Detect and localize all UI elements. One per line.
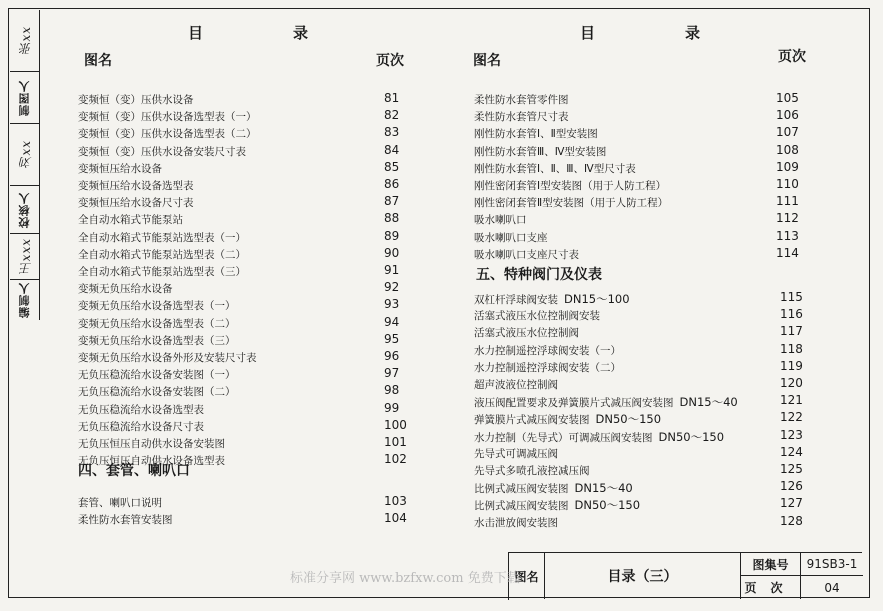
toc-entry-dn: DN15～100 bbox=[564, 292, 630, 306]
toc-entry-page: 122 bbox=[780, 410, 803, 425]
section-5-title: 五、特种阀门及仪表 bbox=[476, 267, 602, 283]
toc-entry-name bbox=[474, 109, 569, 124]
page-number-label: 页次 bbox=[741, 576, 801, 599]
toc-entry-page: 124 bbox=[780, 444, 803, 459]
toc-entry-title: 刚性防水套管Ⅰ、Ⅱ、Ⅲ、Ⅳ型尺寸表 bbox=[474, 162, 636, 175]
toc-entry-title: 刚性防水套管Ⅰ、Ⅱ型安装图 bbox=[474, 128, 598, 141]
toc-entry-page: 110 bbox=[776, 177, 799, 191]
toc-entry-name bbox=[474, 195, 668, 210]
toc-entry-title: 吸水喇叭口支座尺寸表 bbox=[474, 248, 579, 261]
toc-entry-name bbox=[474, 446, 564, 461]
drawer-label: 制图人 bbox=[18, 79, 31, 116]
toc-entry-name bbox=[474, 247, 579, 262]
toc-entry-name bbox=[78, 109, 257, 124]
toc-entry-title: 变频恒压给水设备选型表 bbox=[78, 180, 194, 192]
toc-entry-name bbox=[78, 161, 162, 176]
toc-entry-title: 套管、喇叭口说明 bbox=[78, 497, 162, 509]
left-header-page: 页次 bbox=[376, 53, 404, 69]
toc-entry-name bbox=[474, 480, 633, 496]
toc-entry-title: 先导式可调减压阀 bbox=[474, 447, 558, 460]
toc-entry-title: 水击泄放阀安装图 bbox=[474, 516, 558, 529]
toc-entry-name bbox=[474, 212, 527, 227]
toc-entry-title: 柔性防水套管尺寸表 bbox=[474, 111, 569, 124]
toc-entry-title: 刚性密闭套管Ⅱ型安装图（用于人防工程） bbox=[474, 197, 669, 210]
toc-entry-title: 弹簧膜片式减压阀安装图 bbox=[474, 414, 590, 427]
toc-entry-dn: DN50～150 bbox=[595, 412, 662, 427]
toc-entry-title: 变频恒（变）压供水设备选型表（一） bbox=[78, 111, 257, 124]
toc-entry-title: 无负压恒压自动供水设备安装图 bbox=[78, 438, 225, 450]
toc-entry-dn: DN50～150 bbox=[574, 498, 641, 513]
right-header-page: 页次 bbox=[778, 49, 806, 65]
toc-entry-name bbox=[78, 230, 246, 245]
checker-signature: 刘xx bbox=[18, 140, 33, 169]
checker-label-cell bbox=[10, 186, 40, 234]
toc-entry-page: 123 bbox=[780, 427, 803, 442]
toc-entry-page: 111 bbox=[776, 194, 799, 209]
toc-entry-page: 125 bbox=[780, 462, 803, 476]
toc-entry-title: 无负压稳流给水设备选型表 bbox=[78, 403, 204, 416]
toc-entry-name bbox=[78, 512, 173, 527]
toc-entry-title: 水力控制遥控浮球阀安装（二） bbox=[474, 361, 621, 374]
drawer-sign-cell bbox=[10, 10, 40, 72]
toc-entry-name bbox=[78, 178, 194, 193]
left-header-name: 图名 bbox=[84, 53, 112, 69]
designer-sign-cell bbox=[10, 234, 40, 280]
toc-entry-name bbox=[78, 247, 246, 262]
toc-entry-page: 81 bbox=[384, 91, 400, 105]
toc-entry-name bbox=[474, 360, 627, 375]
toc-entry-name bbox=[78, 367, 236, 382]
toc-entry-title: 双杠杆浮球阀安装 bbox=[474, 294, 558, 306]
toc-entry-title: 活塞式液压水位控制阀安装 bbox=[474, 310, 600, 323]
toc-entry-page: 104 bbox=[384, 511, 407, 526]
toc-entry-page: 86 bbox=[384, 177, 400, 191]
toc-entry-page: 85 bbox=[384, 159, 400, 174]
atlas-number-value: 91SB3-1 bbox=[801, 553, 863, 576]
toc-entry-name bbox=[78, 195, 194, 210]
drawer-label-cell bbox=[10, 72, 40, 124]
toc-entry-title: 全自动水箱式节能泵站选型表（三） bbox=[78, 266, 246, 278]
toc-entry-name bbox=[474, 515, 564, 530]
toc-entry-page: 87 bbox=[384, 194, 400, 209]
designer-signature: 王xxx bbox=[18, 238, 33, 275]
page-number-value: 04 bbox=[824, 580, 840, 595]
title-block-name-label: 图名 bbox=[509, 553, 545, 599]
toc-entry-page: 100 bbox=[384, 417, 407, 432]
toc-entry-page: 108 bbox=[776, 142, 799, 157]
toc-entry-title: 变频恒（变）压供水设备 bbox=[78, 94, 194, 106]
checker-label: 校核人 bbox=[18, 191, 31, 228]
toc-entry-title: 变频无负压给水设备选型表（三） bbox=[78, 334, 236, 347]
toc-entry-name bbox=[474, 343, 627, 358]
toc-entry-name bbox=[78, 333, 236, 348]
toc-entry-title: 柔性防水套管零件图 bbox=[474, 94, 569, 106]
drawer-signature: 张xx bbox=[18, 26, 33, 55]
toc-entry-name bbox=[78, 144, 246, 159]
toc-entry-page: 84 bbox=[384, 142, 400, 157]
right-column-title: 目录 bbox=[580, 24, 791, 42]
toc-entry-page: 91 bbox=[384, 263, 400, 277]
toc-entry-page: 106 bbox=[776, 108, 799, 123]
toc-entry-page: 97 bbox=[384, 366, 400, 381]
toc-entry-title: 变频恒（变）压供水设备安装尺寸表 bbox=[78, 145, 246, 158]
toc-entry-title: 变频无负压给水设备选型表（二） bbox=[78, 317, 236, 330]
toc-entry-name bbox=[474, 325, 585, 340]
designer-label-cell bbox=[10, 280, 40, 320]
toc-entry-name bbox=[78, 350, 257, 365]
toc-entry-dn: DN15～40 bbox=[679, 395, 738, 410]
toc-entry-page: 83 bbox=[384, 125, 400, 140]
toc-entry-page: 107 bbox=[776, 125, 799, 140]
toc-entry-title: 全自动水箱式节能泵站选型表（二） bbox=[78, 248, 246, 261]
toc-entry-title: 先导式多喷孔液控减压阀 bbox=[474, 465, 590, 477]
toc-entry-page: 128 bbox=[780, 513, 803, 528]
toc-entry-title: 吸水喇叭口 bbox=[474, 214, 527, 227]
checker-sign-cell bbox=[10, 124, 40, 186]
toc-entry-page: 114 bbox=[776, 245, 799, 260]
toc-entry-name bbox=[474, 497, 640, 513]
toc-entry-name bbox=[78, 281, 173, 296]
toc-entry-name bbox=[474, 377, 564, 392]
toc-entry-title: 变频无负压给水设备外形及安装尺寸表 bbox=[78, 352, 257, 364]
toc-entry-name bbox=[78, 126, 257, 141]
signature-strip bbox=[10, 10, 40, 320]
toc-entry-title: 变频无负压给水设备 bbox=[78, 283, 173, 296]
toc-entry-title: 活塞式液压水位控制阀 bbox=[474, 327, 579, 340]
toc-entry-title: 无负压恒压自动供水设备选型表 bbox=[78, 455, 225, 468]
toc-entry-page: 95 bbox=[384, 331, 400, 346]
toc-entry-title: 液压阀配置要求及弹簧膜片式减压阀安装图 bbox=[474, 397, 674, 410]
toc-entry-name bbox=[78, 419, 204, 434]
toc-entry-name bbox=[474, 92, 569, 107]
toc-entry-name bbox=[78, 298, 236, 313]
toc-entry-page: 127 bbox=[780, 496, 803, 511]
toc-entry-name bbox=[78, 402, 204, 417]
toc-entry-page: 93 bbox=[384, 297, 400, 312]
toc-entry-page: 94 bbox=[384, 314, 400, 329]
toc-entry-name bbox=[474, 411, 661, 427]
toc-entry-title: 超声波液位控制阀 bbox=[474, 379, 558, 391]
toc-entry-title: 变频恒压给水设备尺寸表 bbox=[78, 197, 194, 210]
toc-entry-name bbox=[78, 212, 183, 227]
toc-entry-page: 115 bbox=[780, 290, 803, 304]
toc-entry-title: 变频无负压给水设备选型表（一） bbox=[78, 300, 236, 313]
toc-entry-page: 117 bbox=[780, 324, 803, 339]
toc-entry-title: 刚性密闭套管Ⅰ型安装图（用于人防工程） bbox=[474, 180, 667, 192]
toc-entry-name bbox=[78, 384, 236, 399]
section-4-title: 四、套管、喇叭口 bbox=[78, 463, 190, 479]
toc-entry-page: 116 bbox=[780, 307, 803, 322]
left-column-title: 目录 bbox=[188, 24, 399, 42]
toc-entry-dn: DN15～40 bbox=[574, 481, 633, 496]
toc-entry-title: 全自动水箱式节能泵站选型表（一） bbox=[78, 231, 246, 244]
toc-entry-page: 101 bbox=[384, 435, 407, 449]
toc-entry-page: 82 bbox=[384, 108, 400, 123]
toc-entry-page: 120 bbox=[780, 376, 803, 390]
toc-entry-name bbox=[78, 495, 162, 510]
toc-entry-name bbox=[78, 316, 236, 331]
toc-entry-page: 96 bbox=[384, 349, 400, 363]
toc-entry-name bbox=[474, 308, 606, 323]
toc-entry-name bbox=[474, 230, 548, 245]
toc-entry-name bbox=[474, 463, 596, 478]
right-header-name: 图名 bbox=[473, 53, 501, 69]
toc-entry-page: 89 bbox=[384, 228, 400, 243]
toc-entry-title: 无负压稳流给水设备尺寸表 bbox=[78, 420, 204, 433]
atlas-number-label: 图集号 bbox=[741, 553, 801, 576]
toc-entry-page: 119 bbox=[780, 358, 803, 373]
toc-entry-title: 变频恒压给水设备 bbox=[78, 162, 162, 175]
toc-entry-title: 刚性防水套管Ⅲ、Ⅳ型安装图 bbox=[474, 145, 607, 158]
toc-entry-name bbox=[78, 92, 194, 107]
toc-entry-name bbox=[474, 144, 606, 159]
toc-entry-dn: DN50～150 bbox=[658, 429, 725, 444]
watermark-text: 标准分享网 www.bzfxw.com 免费下载 bbox=[290, 571, 520, 586]
toc-entry-title: 比例式减压阀安装图 bbox=[474, 483, 569, 496]
toc-entry-title: 水力控制遥控浮球阀安装（一） bbox=[474, 344, 621, 357]
toc-entry-page: 98 bbox=[384, 383, 400, 398]
toc-entry-page: 105 bbox=[776, 91, 799, 105]
toc-entry-title: 吸水喇叭口支座 bbox=[474, 231, 548, 244]
toc-entry-page: 88 bbox=[384, 211, 400, 226]
toc-entry-title: 变频恒（变）压供水设备选型表（二） bbox=[78, 128, 257, 141]
toc-entry-title: 无负压稳流给水设备安装图（一） bbox=[78, 369, 236, 382]
toc-entry-page: 126 bbox=[780, 479, 803, 494]
toc-entry-page: 118 bbox=[780, 341, 803, 356]
toc-entry-title: 柔性防水套管安装图 bbox=[78, 514, 173, 527]
designer-label: 编制人 bbox=[18, 282, 31, 318]
toc-entry-name bbox=[78, 436, 225, 451]
toc-entry-page: 92 bbox=[384, 280, 400, 295]
toc-entry-name bbox=[474, 161, 636, 176]
toc-entry-page: 112 bbox=[776, 211, 799, 226]
toc-entry-page: 121 bbox=[780, 393, 803, 408]
toc-entry-name bbox=[474, 126, 598, 141]
toc-entry-name bbox=[474, 178, 666, 193]
toc-entry-page: 102 bbox=[384, 452, 407, 467]
toc-entry-page: 103 bbox=[384, 494, 407, 508]
toc-entry-page: 109 bbox=[776, 159, 799, 174]
title-block-name-value: 目录（三） bbox=[545, 553, 741, 599]
toc-entry-name bbox=[78, 264, 246, 279]
toc-entry-title: 比例式减压阀安装图 bbox=[474, 500, 569, 513]
toc-entry-page: 113 bbox=[776, 228, 799, 243]
toc-entry-name bbox=[474, 429, 724, 445]
toc-entry-page: 90 bbox=[384, 245, 400, 260]
toc-entry-name bbox=[474, 291, 630, 307]
toc-entry-page: 99 bbox=[384, 400, 400, 415]
toc-entry-name bbox=[474, 394, 738, 410]
toc-entry-title: 无负压稳流给水设备安装图（二） bbox=[78, 386, 236, 399]
toc-entry-title: 全自动水箱式节能泵站 bbox=[78, 214, 183, 227]
toc-entry-title: 水力控制（先导式）可调减压阀安装图 bbox=[474, 431, 653, 444]
title-block bbox=[508, 552, 862, 600]
